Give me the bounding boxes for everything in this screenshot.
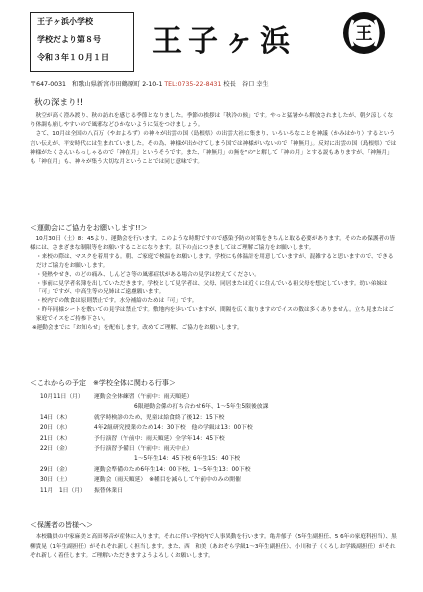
logo-text: 王 — [355, 24, 373, 44]
schedule-date: 10月11日（月） — [40, 394, 84, 400]
schedule-row — [32, 465, 402, 475]
schedule-date: 30日（土） — [40, 477, 71, 484]
school-emblem-logo — [341, 10, 387, 56]
paragraph: 秋空が高く澄み渡り、秋の訪れを感じる季節となりました。季節の挨拶は「秋冷の候」です。やっと猛暑から解放されましたが、朝夕涼しくなり体調も崩しやすいので風邪などひかないように気をつけましょう。 — [30, 113, 394, 129]
schedule-text: 1～5年生14：45下校 6年生15：40下校 — [134, 456, 241, 463]
schedule-date: 20日（水） — [40, 425, 71, 432]
list-item: ・校内での飲食は原則禁止です。水分補給のためは「可」です。 — [36, 298, 198, 305]
schedule-text: 就学時検診のため、児童は給食終了後12：15下校 — [94, 414, 225, 421]
header-info-box — [30, 12, 134, 72]
section-body-autumn — [30, 112, 398, 167]
school-address: 〒647-0031 和歌山県新宮市田鶴原町 2-10-1 — [30, 81, 163, 88]
schedule-date: 14日（木） — [40, 414, 71, 421]
section-body-parents: 本校職員の中家麻美と高田琴音が産休に入ります。それに伴い学校内で人事異動を行います。亀井郁子（5年生副担任、5 6年の家庭科担当）、黒柳貴晃（1年生副担任）がそれぞれ新しく担当します。また、西 和美（あおぞら学級1～3年生副担任）、小川和子（くろしお学級副担任）がそれぞれ新しく着任します。ご理解いただきますようよろしくお願いします。 — [30, 534, 397, 560]
schedule-row — [32, 486, 402, 496]
schedule-row — [32, 454, 402, 464]
schedule-date: 29日（金） — [40, 466, 71, 473]
schedule-text: 4年2組研究授業のため14：30下校 他の学級は13：00下校 — [94, 425, 253, 432]
principal-name: 校長 谷口 幸生 — [223, 81, 269, 88]
section-heading-parents: ＜保護者の皆様へ＞ — [30, 521, 93, 529]
list-item: ・発熱やせき、のどの痛み、しんどさ等の風邪症状がある場合の見学は控えてください。 — [36, 271, 260, 278]
newsletter-number: 学校だより第８号 — [37, 35, 101, 44]
schedule-row — [32, 444, 402, 454]
schedule-row — [32, 434, 402, 444]
schedule-date: 22日（金） — [40, 445, 71, 452]
newsletter-title: 王子ヶ浜 — [152, 24, 296, 59]
schedule-row — [32, 423, 402, 433]
schedule-list — [32, 392, 402, 496]
section-heading-sports-day: ＜運動会にご協力をお願いします!!＞ — [30, 224, 148, 232]
schedule-text: 運動会全体練習（午前中：雨天順延） — [94, 394, 193, 400]
list-item: ・来校の際は、マスクを着用する。朝、ご家庭で検温をお願いします。学校にも体温計を用意していますが、混雑すると思いますので、できるだけご協力をお願いします。 — [36, 253, 394, 269]
schedule-text: 振替休業日 — [94, 487, 123, 494]
list-item: ・事前に見学者名簿を出していただきます。学校として見学者は、父母、同居または近くに住んでいる祖父母を想定しています。幼い弟妹は「可」ですが、中高生等の兄姉はご遠慮願います。 — [36, 280, 388, 296]
section-heading-autumn: 秋の深まり!! — [34, 98, 84, 108]
paragraph: 10月30日（土）8：45より、運動会を行います。このような時期ですので感染予防の対策をきちんと取る必要があります。そのため保護者の皆様には、さまざまな制限等をお願いすることになります。以下の点につきましてはご理解ご協力をお願いします。 — [30, 236, 396, 251]
school-name: 王子ヶ浜小学校 — [37, 17, 93, 26]
schedule-row — [32, 413, 402, 423]
schedule-text: 運動会（雨天順延） ※種目を減らして午前中のみの開催 — [94, 477, 241, 484]
issue-date: 令和３年１０月１日 — [37, 53, 109, 62]
telephone: TEL:0735-22-8431 — [164, 81, 222, 88]
schedule-text: 予行演習（午前中：雨天順延）全学年14：45下校 — [94, 435, 225, 442]
schedule-text: 6限運動会係の打ち合わせ6年、1～5年生5限後放課 — [134, 404, 269, 411]
schedule-row — [32, 392, 402, 402]
schedule-date: 11月 1日（月） — [40, 487, 86, 494]
section-body-sports-day — [30, 235, 398, 333]
schedule-text: 予行演習予備日（午前中：雨天中止） — [94, 445, 193, 452]
schedule-row — [32, 475, 402, 485]
schedule-row — [32, 402, 402, 412]
note: ※運動会までに「お知らせ」を配布します。改めてご理解、ご協力をお願いします。 — [32, 325, 243, 332]
address-line — [30, 79, 269, 88]
section-heading-schedule: ＜これからの予定 ※学校全体に関わる行事＞ — [30, 379, 176, 387]
schedule-date: 21日（木） — [40, 435, 71, 442]
list-item: ・昨年同様シートを敷いての見学は禁止です。敷地内を歩いていますが、間隔を広く取りますのでイスの数は多くありません。立ち見またはご家庭でイスをご持参下さい。 — [36, 307, 394, 323]
paragraph: さて、10月は全国の八百万（やおよろず）の神々が出雲の国（島根県）の出雲大社に集まり、いろいろなことを神議（かみはかり）するという言い伝えが、平安時代には生まれていました。その為、神様が出かけてしまう国では神様がいないので「神無月」。反対に出雲の国（島根県）では神様がたくさんいらっしゃるので「神在月」というそうです。また、「神無月」の無を"の"と解して「神の月」とする説もありますが、「神無月」も「神在月」も、神々が集う大切な月ということでは同じ意味です。 — [30, 131, 397, 166]
schedule-text: 運動会準備のため6年生14：00下校、1～5年生13：00下校 — [94, 466, 251, 473]
